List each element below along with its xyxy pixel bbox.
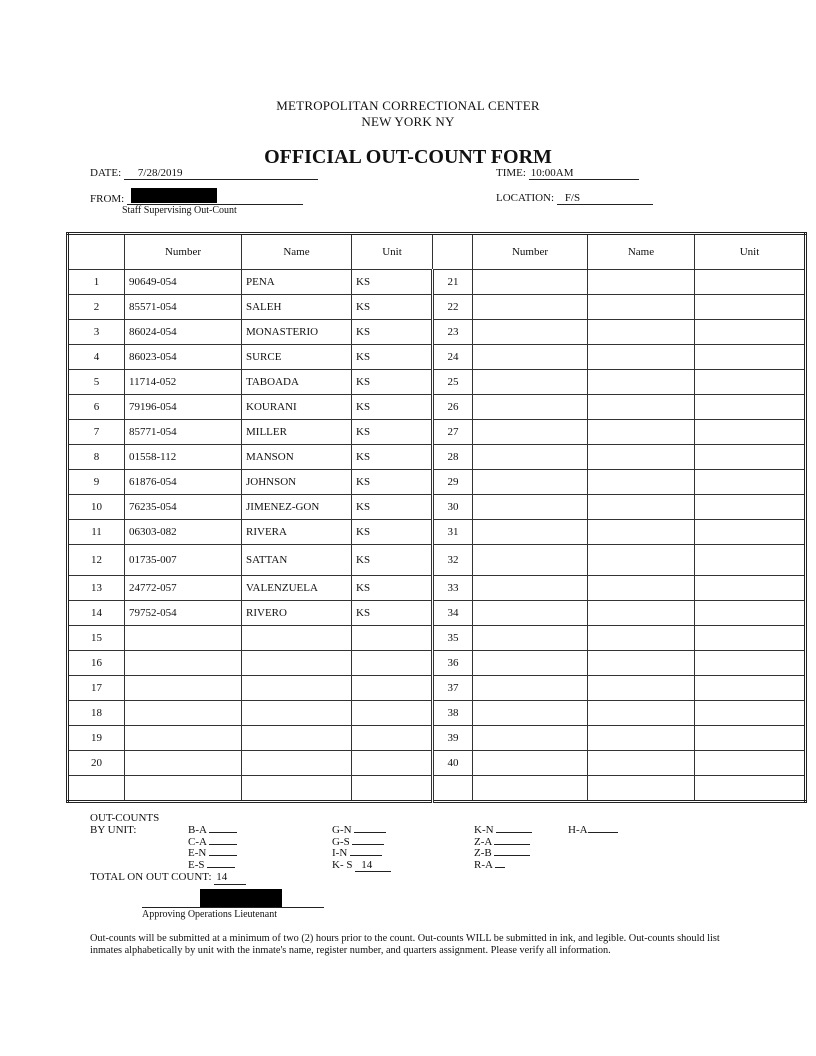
cell-unit-right [695,751,806,776]
from-value [127,192,303,205]
cell-unit: KS [352,420,433,445]
cell-unit: KS [352,495,433,520]
cell-unit: KS [352,601,433,626]
cell-number-right [473,601,588,626]
cell-unit-right [695,576,806,601]
row-index-left: 6 [68,395,125,420]
cell-unit-right [695,345,806,370]
empty-cell [473,776,588,802]
cell-number [125,726,242,751]
empty-cell [695,776,806,802]
outcounts-label-line1: OUT-COUNTS [90,812,160,824]
institution-city: NEW YORK NY [361,114,455,129]
cell-unit-right [695,320,806,345]
cell-unit-right [695,420,806,445]
header-unit-left: Unit [352,234,433,270]
cell-unit-right [695,545,806,576]
cell-unit-right [695,520,806,545]
cell-number-right [473,626,588,651]
table-row [68,751,806,776]
cell-number-right [473,576,588,601]
cell-number-right [473,295,588,320]
cell-number: 85571-054 [125,295,242,320]
row-index-left: 16 [68,651,125,676]
cell-name: TABOADA [242,370,352,395]
from-caption: Staff Supervising Out-Count [122,205,237,216]
row-index-right: 28 [433,445,473,470]
unit-code: K-N [474,824,494,836]
cell-unit: KS [352,295,433,320]
cell-name: MILLER [242,420,352,445]
cell-name-right [588,626,695,651]
cell-number-right [473,545,588,576]
unit-code: G-N [332,824,352,836]
row-index-left: 4 [68,345,125,370]
cell-number: 85771-054 [125,420,242,445]
cell-name: RIVERO [242,601,352,626]
row-index-left: 12 [68,545,125,576]
row-index-right: 22 [433,295,473,320]
row-index-right: 37 [433,676,473,701]
from-field [90,192,303,205]
cell-number-right [473,345,588,370]
row-index-left: 1 [68,270,125,295]
cell-name: SALEH [242,295,352,320]
row-index-right: 24 [433,345,473,370]
outcounts-col-3 [474,825,532,871]
cell-name-right [588,320,695,345]
cell-unit: KS [352,320,433,345]
cell-name-right [588,395,695,420]
table-row [68,395,806,420]
cell-name: RIVERA [242,520,352,545]
cell-name-right [588,726,695,751]
table-row [68,651,806,676]
cell-number-right [473,270,588,295]
cell-number [125,751,242,776]
cell-name: SURCE [242,345,352,370]
cell-unit [352,701,433,726]
row-index-right: 27 [433,420,473,445]
row-index-left: 15 [68,626,125,651]
empty-cell [433,776,473,802]
row-index-right: 32 [433,545,473,576]
header-unit-right: Unit [695,234,806,270]
header-name-left: Name [242,234,352,270]
cell-number: 86024-054 [125,320,242,345]
empty-cell [242,776,352,802]
row-index-left: 11 [68,520,125,545]
row-index-right: 23 [433,320,473,345]
cell-number-right [473,520,588,545]
cell-number-right [473,676,588,701]
cell-unit-right [695,445,806,470]
cell-unit: KS [352,576,433,601]
approver-caption: Approving Operations Lieutenant [142,909,277,920]
table-row [68,520,806,545]
outcounts-label [90,813,159,836]
row-index-left: 10 [68,495,125,520]
header-number-right: Number [473,234,588,270]
row-index-left: 2 [68,295,125,320]
cell-number-right [473,726,588,751]
time-field [496,167,639,180]
table-row [68,470,806,495]
cell-name-right [588,470,695,495]
unit-code: Z-B [474,847,492,859]
table-row [68,676,806,701]
cell-name [242,676,352,701]
row-index-right: 38 [433,701,473,726]
table-row [68,545,806,576]
outcounts-label-line2: BY UNIT: [90,823,137,836]
cell-unit: KS [352,470,433,495]
cell-unit [352,676,433,701]
cell-unit-right [695,270,806,295]
location-value: F/S [557,192,653,205]
cell-unit: KS [352,270,433,295]
unit-code: H-A [568,824,588,836]
cell-unit-right [695,651,806,676]
cell-unit-right [695,370,806,395]
cell-number-right [473,320,588,345]
cell-number [125,651,242,676]
cell-number-right [473,495,588,520]
cell-name-right [588,576,695,601]
cell-unit: KS [352,395,433,420]
cell-number-right [473,420,588,445]
row-index-right: 39 [433,726,473,751]
cell-number: 86023-054 [125,345,242,370]
cell-unit: KS [352,345,433,370]
row-index-right: 29 [433,470,473,495]
cell-name [242,751,352,776]
institution-name: METROPOLITAN CORRECTIONAL CENTER [276,98,540,113]
cell-name-right [588,676,695,701]
outcounts-col-2 [332,825,391,872]
cell-number-right [473,751,588,776]
cell-name-right [588,345,695,370]
table-row [68,726,806,751]
row-index-left: 17 [68,676,125,701]
row-index-right: 34 [433,601,473,626]
unit-code: E-N [188,847,207,859]
time-label: TIME: [496,167,526,179]
row-index-right: 33 [433,576,473,601]
location-field [496,192,653,205]
empty-cell [352,776,433,802]
cell-name [242,651,352,676]
row-index-left: 9 [68,470,125,495]
row-index-left: 14 [68,601,125,626]
table-row [68,420,806,445]
cell-name: JOHNSON [242,470,352,495]
outcounts-col-1 [188,825,237,871]
row-index-right: 31 [433,520,473,545]
unit-code: G-S [332,835,350,848]
row-index-right: 40 [433,751,473,776]
row-index-right: 25 [433,370,473,395]
outcount-table [66,232,807,803]
table-row [68,445,806,470]
cell-name-right [588,445,695,470]
location-label: LOCATION: [496,192,555,204]
row-index-right: 26 [433,395,473,420]
cell-number-right [473,651,588,676]
table-row [68,345,806,370]
total-value: 14 [214,872,246,885]
cell-number-right [473,370,588,395]
form-title: OFFICIAL OUT-COUNT FORM [264,146,552,168]
row-index-left: 8 [68,445,125,470]
table-row [68,495,806,520]
unit-code: I-N [332,847,348,859]
cell-name-right [588,651,695,676]
cell-name-right [588,495,695,520]
approver-signature-line [142,889,324,908]
cell-name-right [588,370,695,395]
cell-unit-right [695,470,806,495]
cell-name [242,701,352,726]
cell-name: SATTAN [242,545,352,576]
table-row [68,370,806,395]
row-index-left: 19 [68,726,125,751]
total-field [90,872,246,885]
cell-unit-right [695,726,806,751]
table-row [68,295,806,320]
cell-number-right [473,470,588,495]
cell-number: 06303-082 [125,520,242,545]
table-row-blank [68,776,806,802]
cell-name: KOURANI [242,395,352,420]
cell-unit [352,726,433,751]
cell-name-right [588,520,695,545]
date-label: DATE: [90,167,122,179]
from-label: FROM: [90,193,125,205]
cell-number: 90649-054 [125,270,242,295]
cell-name-right [588,545,695,576]
cell-number [125,701,242,726]
cell-unit: KS [352,545,433,576]
empty-cell [68,776,125,802]
header-number-left: Number [125,234,242,270]
table-row [68,270,806,295]
cell-number: 11714-052 [125,370,242,395]
cell-number: 76235-054 [125,495,242,520]
table-row [68,601,806,626]
cell-unit-right [695,626,806,651]
date-field [90,167,318,180]
ks-count: 14 [355,860,391,873]
cell-number-right [473,445,588,470]
table-header-row [68,234,806,270]
cell-number: 79752-054 [125,601,242,626]
cell-unit-right [695,676,806,701]
cell-unit-right [695,701,806,726]
cell-name [242,626,352,651]
unit-code: E-S [188,858,205,871]
cell-number [125,626,242,651]
cell-unit-right [695,495,806,520]
cell-name-right [588,601,695,626]
cell-number: 01558-112 [125,445,242,470]
cell-name: JIMENEZ-GON [242,495,352,520]
cell-name-right [588,751,695,776]
row-index-left: 7 [68,420,125,445]
header-index-right [433,234,473,270]
header-index-left [68,234,125,270]
time-value: 10:00AM [529,167,639,180]
cell-number: 79196-054 [125,395,242,420]
cell-unit-right [695,295,806,320]
row-index-left: 3 [68,320,125,345]
row-index-right: 30 [433,495,473,520]
cell-unit: KS [352,445,433,470]
date-value: 7/28/2019 [124,167,318,180]
unit-code: Z-A [474,835,492,848]
cell-unit: KS [352,520,433,545]
cell-unit [352,651,433,676]
cell-name-right [588,420,695,445]
empty-cell [588,776,695,802]
cell-number-right [473,395,588,420]
cell-name: MONASTERIO [242,320,352,345]
row-index-right: 35 [433,626,473,651]
cell-name-right [588,701,695,726]
empty-cell [125,776,242,802]
row-index-right: 21 [433,270,473,295]
cell-unit: KS [352,370,433,395]
header-name-right: Name [588,234,695,270]
unit-code: C-A [188,835,207,848]
row-index-right: 36 [433,651,473,676]
row-index-left: 18 [68,701,125,726]
row-index-left: 13 [68,576,125,601]
cell-number [125,676,242,701]
cell-number: 61876-054 [125,470,242,495]
cell-number: 24772-057 [125,576,242,601]
unit-code: K- S [332,858,353,871]
cell-name: VALENZUELA [242,576,352,601]
redaction-block [131,188,217,203]
table-body [68,270,806,802]
table-row [68,701,806,726]
table-row [68,576,806,601]
table-row [68,320,806,345]
instructions-footer: Out-counts will be submitted at a minimum of two (2) hours prior to the count. Out-counts WILL be submitted in ink, and legible. Out-counts should list inmates alphabetically by unit with the inmate's name, register number, and quarters assignment. Please verify all information. [90,933,720,956]
cell-number-right [473,701,588,726]
cell-name: PENA [242,270,352,295]
cell-unit-right [695,395,806,420]
cell-unit [352,626,433,651]
cell-name-right [588,270,695,295]
cell-name-right [588,295,695,320]
cell-number: 01735-007 [125,545,242,576]
cell-name: MANSON [242,445,352,470]
table-row [68,626,806,651]
cell-unit-right [695,601,806,626]
outcounts-col-4 [568,825,618,837]
total-label: TOTAL ON OUT COUNT: [90,871,212,883]
row-index-left: 5 [68,370,125,395]
cell-unit [352,751,433,776]
unit-code: R-A [474,858,493,871]
unit-code: B-A [188,824,207,836]
row-index-left: 20 [68,751,125,776]
cell-name [242,726,352,751]
redaction-block [200,889,282,907]
